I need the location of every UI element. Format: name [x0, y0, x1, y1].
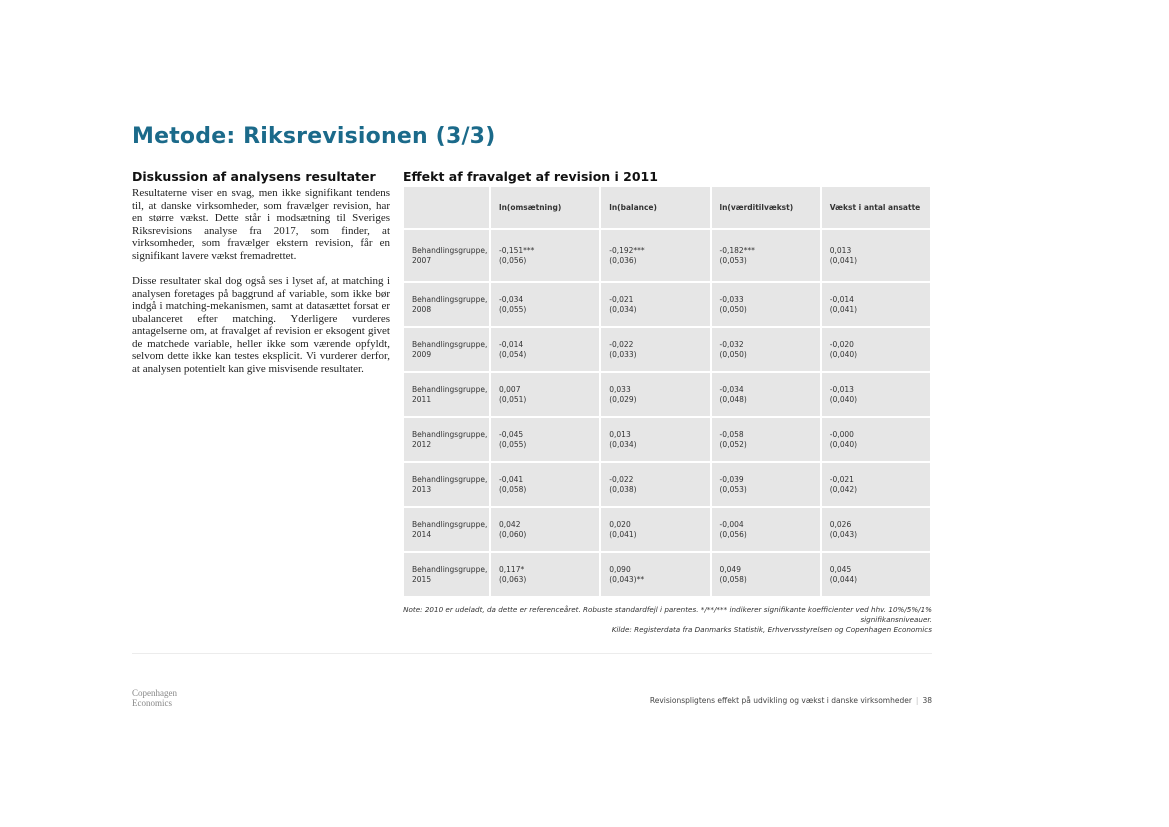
standard-error-value: (0,034)	[609, 304, 637, 314]
coefficient-value: -0,014	[829, 294, 854, 304]
standard-error-value: (0,044)	[829, 574, 858, 584]
standard-error-value: (0,041)	[609, 529, 637, 539]
logo-line: Economics	[132, 698, 172, 708]
row-header: Behandlingsgruppe, 2011	[403, 372, 490, 417]
table-cell	[600, 507, 710, 552]
column-header: Vækst i antal ansatte	[821, 186, 931, 229]
coefficient-value: -0,034	[499, 294, 524, 304]
standard-error-value: (0,040)	[829, 394, 858, 404]
coefficient-value: 0,045	[829, 564, 852, 574]
coefficient-value: -0,004	[719, 519, 744, 529]
coefficient-value: 0,020	[609, 519, 631, 529]
standard-error-value: (0,050)	[719, 304, 747, 314]
row-header: Behandlingsgruppe, 2015	[403, 552, 490, 597]
standard-error-value: (0,048)	[719, 394, 747, 404]
table-cell	[711, 462, 821, 507]
table-cell	[821, 507, 931, 552]
standard-error-value: (0,063)	[499, 574, 527, 584]
column-header: ln(værditilvækst)	[711, 186, 821, 229]
footer-title: Revisionspligtens effekt på udvikling og vækst i danske virksomheder	[649, 696, 912, 705]
coefficient-value: -0,192***	[609, 245, 645, 255]
coefficient-value: -0,058	[719, 429, 744, 439]
coefficient-value: 0,013	[609, 429, 631, 439]
standard-error-value: (0,054)	[499, 349, 527, 359]
column-header: ln(balance)	[600, 186, 710, 229]
table-cell	[600, 327, 710, 372]
row-header: Behandlingsgruppe, 2014	[403, 507, 490, 552]
table-cell	[711, 507, 821, 552]
table-cell	[600, 552, 710, 597]
table-cell	[711, 552, 821, 597]
coefficient-value: 0,117*	[499, 564, 525, 574]
standard-error-value: (0,055)	[499, 439, 527, 449]
table-row	[403, 372, 931, 417]
table-row	[403, 282, 931, 327]
standard-error-value: (0,040)	[829, 439, 858, 449]
table-row	[403, 417, 931, 462]
standard-error-value: (0,056)	[719, 529, 747, 539]
coefficient-value: 0,007	[499, 384, 521, 394]
coefficient-value: 0,033	[609, 384, 631, 394]
row-header: Behandlingsgruppe, 2012	[403, 417, 490, 462]
standard-error-value: (0,042)	[829, 484, 858, 494]
table-cell	[490, 327, 600, 372]
table-row	[403, 229, 931, 282]
discussion-paragraph: Resultaterne viser en svag, men ikke signifikant tendens til, at danske virksomheder, som fravælger revision, har en større vækst. Dette står i modsætning til Sveriges Riksrevisions analyse fra 2017, som finder, at virksomheder, som fravælger ekstern revision, får en signifikant lavere vækst fremadrettet.	[132, 187, 390, 262]
coefficient-value: -0,039	[719, 474, 744, 484]
company-logo	[132, 688, 177, 708]
table-note	[402, 605, 932, 635]
table-header-row	[403, 186, 931, 229]
row-header: Behandlingsgruppe, 2007	[403, 229, 490, 282]
coefficient-value: -0,045	[499, 429, 524, 439]
row-header: Behandlingsgruppe, 2008	[403, 282, 490, 327]
coefficient-value: 0,090	[609, 564, 631, 574]
page-title: Metode: Riksrevisionen (3/3)	[132, 124, 496, 149]
table-cell	[490, 507, 600, 552]
discussion-heading: Diskussion af analysens resultater	[132, 169, 376, 184]
coefficient-value: -0,022	[609, 474, 634, 484]
table-cell	[821, 462, 931, 507]
table-cell	[821, 552, 931, 597]
table-row	[403, 552, 931, 597]
table-cell	[711, 282, 821, 327]
footer-divider	[132, 653, 932, 654]
standard-error-value: (0,052)	[719, 439, 747, 449]
discussion-paragraph: Disse resultater skal dog også ses i lyset af, at matching i analysen foretages på baggrund af variable, som ikke bør indgå i matching-mekanismen, samt at datasættet forsat er ubalanceret efter matching. Yderligere vurderes antagelserne om, at fravalget af revision er eksogent givet de matchede variable, heller ikke som værende opfyldt, selvom dette ikke kan testes eksplicit. Vi vurderer derfor, at analysen potentielt kan give misvisende resultater.	[132, 275, 390, 375]
coefficient-value: -0,182***	[719, 245, 755, 255]
table-cell	[490, 417, 600, 462]
table-cell	[711, 327, 821, 372]
coefficient-value: -0,020	[829, 339, 854, 349]
note-text: Note: 2010 er udeladt, da dette er referenceåret. Robuste standardfejl i parentes. */**/*** indikerer signifikante koefficienter ved hhv. 10%/5%/1% signifikansniveauer.	[403, 605, 932, 624]
coefficient-value: -0,034	[719, 384, 744, 394]
standard-error-value: (0,040)	[829, 349, 858, 359]
table-cell	[711, 417, 821, 462]
coefficient-value: -0,033	[719, 294, 744, 304]
coefficient-value: 0,042	[499, 519, 521, 529]
standard-error-value: (0,041)	[829, 255, 858, 265]
page-footer	[560, 696, 932, 705]
results-table	[402, 185, 932, 598]
standard-error-value: (0,058)	[499, 484, 527, 494]
coefficient-value: 0,049	[719, 564, 741, 574]
standard-error-value: (0,041)	[829, 304, 858, 314]
table-cell	[600, 417, 710, 462]
table-cell	[821, 282, 931, 327]
standard-error-value: (0,053)	[719, 255, 747, 265]
standard-error-value: (0,029)	[609, 394, 637, 404]
table-row	[403, 327, 931, 372]
standard-error-value: (0,060)	[499, 529, 527, 539]
table-cell	[821, 417, 931, 462]
table-cell	[711, 372, 821, 417]
coefficient-value: 0,026	[829, 519, 852, 529]
column-header: ln(omsætning)	[490, 186, 600, 229]
standard-error-value: (0,038)	[609, 484, 637, 494]
table-row	[403, 462, 931, 507]
table-cell	[600, 229, 710, 282]
table-cell	[600, 372, 710, 417]
source-text: Kilde: Registerdata fra Danmarks Statistik, Erhvervsstyrelsen og Copenhagen Economics	[611, 625, 932, 634]
table-cell	[490, 229, 600, 282]
table-cell	[821, 372, 931, 417]
coefficient-value: -0,151***	[499, 245, 535, 255]
table-cell	[600, 462, 710, 507]
table-cell	[490, 282, 600, 327]
standard-error-value: (0,034)	[609, 439, 637, 449]
table-cell	[600, 282, 710, 327]
table-cell	[711, 229, 821, 282]
standard-error-value: (0,033)	[609, 349, 637, 359]
table-row	[403, 507, 931, 552]
standard-error-value: (0,058)	[719, 574, 747, 584]
table-title: Effekt af fravalget af revision i 2011	[403, 169, 658, 184]
table-cell	[821, 229, 931, 282]
standard-error-value: (0,056)	[499, 255, 527, 265]
discussion-section	[132, 169, 390, 388]
coefficient-value: -0,041	[499, 474, 524, 484]
coefficient-value: 0,013	[829, 245, 852, 255]
table-cell	[490, 372, 600, 417]
row-header: Behandlingsgruppe, 2009	[403, 327, 490, 372]
page-number: 38	[922, 696, 932, 705]
coefficient-value: -0,013	[829, 384, 854, 394]
coefficient-value: -0,032	[719, 339, 744, 349]
table-cell	[490, 552, 600, 597]
standard-error-value: (0,055)	[499, 304, 527, 314]
coefficient-value: -0,022	[609, 339, 634, 349]
logo-line: Copenhagen	[132, 688, 177, 698]
coefficient-value: -0,014	[499, 339, 524, 349]
row-header: Behandlingsgruppe, 2013	[403, 462, 490, 507]
coefficient-value: -0,021	[609, 294, 634, 304]
standard-error-value: (0,051)	[499, 394, 527, 404]
footer-separator: |	[915, 696, 919, 705]
standard-error-value: (0,053)	[719, 484, 747, 494]
column-header	[403, 186, 490, 229]
coefficient-value: -0,021	[829, 474, 854, 484]
standard-error-value: (0,036)	[609, 255, 637, 265]
table-cell	[490, 462, 600, 507]
standard-error-value: (0,043)	[829, 529, 858, 539]
table-cell	[821, 327, 931, 372]
standard-error-value: (0,043)**	[609, 574, 645, 584]
coefficient-value: -0,000	[829, 429, 854, 439]
standard-error-value: (0,050)	[719, 349, 747, 359]
